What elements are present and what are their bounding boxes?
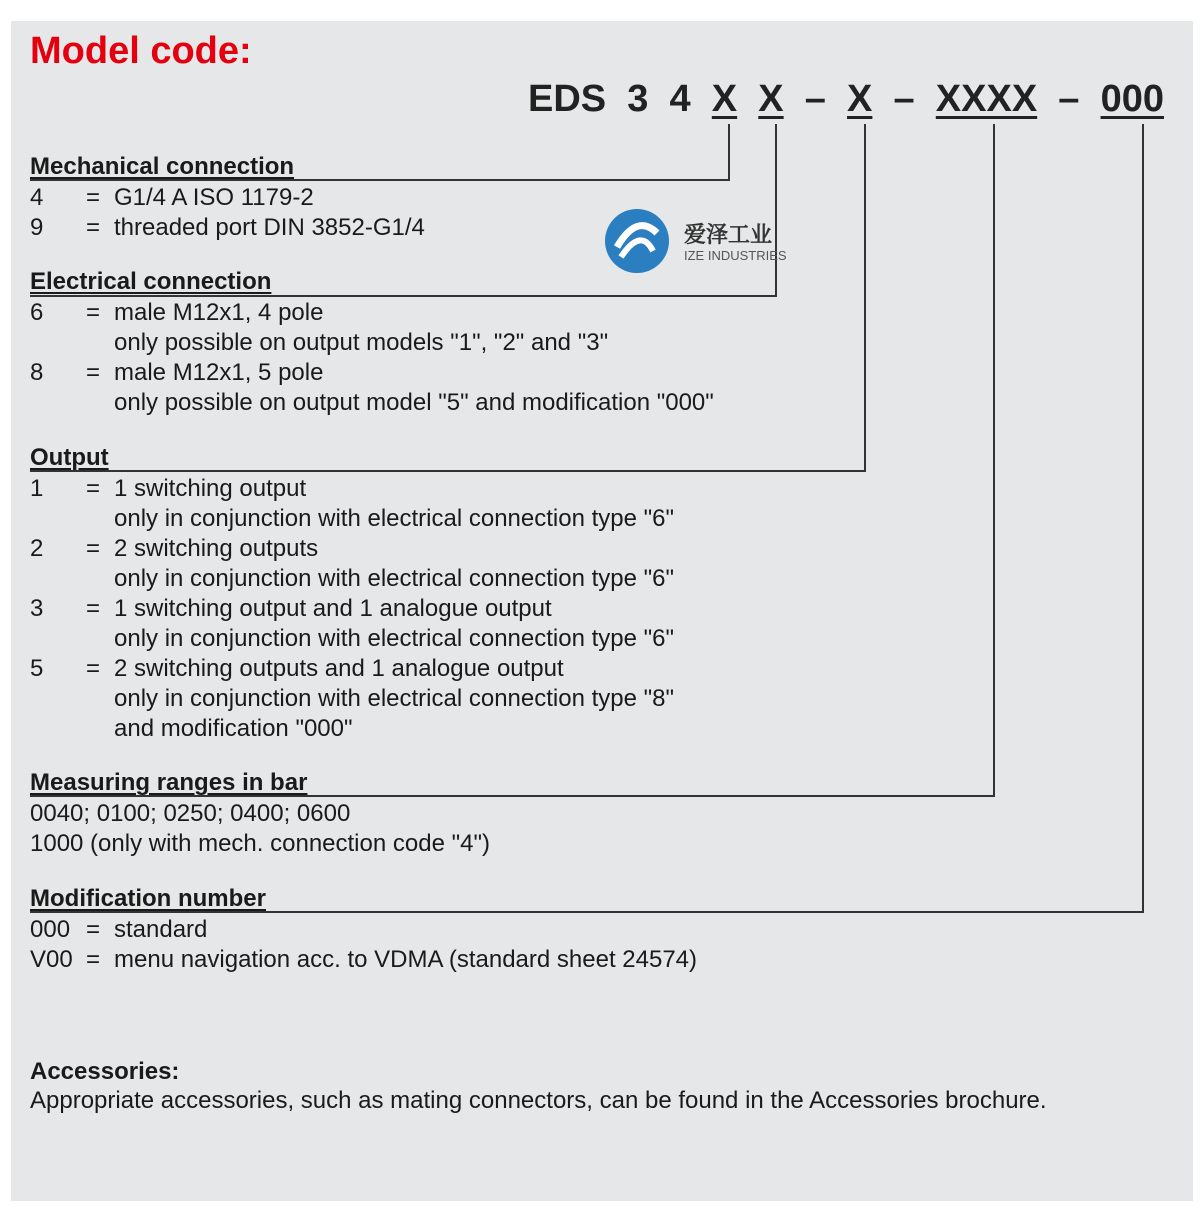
mechanical-heading: Mechanical connection <box>30 153 295 180</box>
ranges-line-2: 1000 (only with mech. connection code "4") <box>30 830 490 857</box>
out-eq-1: = <box>86 475 101 502</box>
page-title: Model code: <box>30 30 252 72</box>
out-eq-5: = <box>86 655 101 682</box>
code-series-3: 3 <box>627 78 649 120</box>
mod-key-v00: V00 <box>30 946 73 973</box>
out-text-5: 2 switching outputs and 1 analogue output <box>114 655 564 682</box>
ize-logo-icon <box>603 207 671 275</box>
mod-text-v00: menu navigation acc. to VDMA (standard sheet 24574) <box>114 946 698 973</box>
out-text-3: 1 switching output and 1 analogue output <box>114 595 552 622</box>
elec-eq-8: = <box>86 359 101 386</box>
elec-eq-6: = <box>86 299 101 326</box>
out-text-2: 2 switching outputs <box>114 535 319 562</box>
output-heading: Output <box>30 444 109 471</box>
out-eq-3: = <box>86 595 101 622</box>
ranges-line-1: 0040; 0100; 0250; 0400; 0600 <box>30 800 351 827</box>
mod-eq-v00: = <box>86 946 101 973</box>
out-note-3: only in conjunction with electrical connection type "6" <box>114 625 675 652</box>
mech-text-9: threaded port DIN 3852-G1/4 <box>114 214 425 241</box>
out-note2-5: and modification "000" <box>114 715 353 742</box>
code-eds: EDS <box>528 78 607 120</box>
electrical-heading: Electrical connection <box>30 268 272 295</box>
elec-note-6: only possible on output models "1", "2" and "3" <box>114 329 609 356</box>
mech-eq-4: = <box>86 184 101 211</box>
code-dash-1: – <box>804 78 826 120</box>
code-output: X <box>847 78 873 120</box>
out-key-5: 5 <box>30 655 44 682</box>
code-range: XXXX <box>935 78 1038 120</box>
modification-heading: Modification number <box>30 885 266 912</box>
elec-text-6: male M12x1, 4 pole <box>114 299 324 326</box>
out-note-5: only in conjunction with electrical connection type "8" <box>114 685 675 712</box>
out-eq-2: = <box>86 535 101 562</box>
mech-text-4: G1/4 A ISO 1179-2 <box>114 184 314 211</box>
mech-key-9: 9 <box>30 214 44 241</box>
elec-note-8: only possible on output model "5" and modification "000" <box>114 389 714 416</box>
code-mechanical: X <box>711 78 738 120</box>
elec-text-8: male M12x1, 5 pole <box>114 359 324 386</box>
mech-key-4: 4 <box>30 184 44 211</box>
code-dash-3: – <box>1058 78 1080 120</box>
code-electrical: X <box>758 78 784 120</box>
mod-text-000: standard <box>114 916 208 943</box>
elec-key-8: 8 <box>30 359 44 386</box>
out-text-1: 1 switching output <box>114 475 307 502</box>
out-key-1: 1 <box>30 475 44 502</box>
code-series-4: 4 <box>669 78 691 120</box>
ranges-heading: Measuring ranges in bar <box>30 769 308 796</box>
code-dash-2: – <box>893 78 915 120</box>
elec-key-6: 6 <box>30 299 44 326</box>
mod-eq-000: = <box>86 916 101 943</box>
mod-key-000: 000 <box>30 916 71 943</box>
watermark-en: IZE INDUSTRIES <box>684 248 787 263</box>
watermark-cn: 爱泽工业 <box>684 222 773 247</box>
accessories-heading: Accessories: <box>30 1058 180 1085</box>
code-modification: 000 <box>1100 78 1164 120</box>
accessories-text: Appropriate accessories, such as mating connectors, can be found in the Accessories brochure. <box>30 1087 1047 1114</box>
out-note-1: only in conjunction with electrical connection type "6" <box>114 505 675 532</box>
out-key-3: 3 <box>30 595 44 622</box>
out-key-2: 2 <box>30 535 44 562</box>
out-note-2: only in conjunction with electrical connection type "6" <box>114 565 675 592</box>
mech-eq-9: = <box>86 214 101 241</box>
